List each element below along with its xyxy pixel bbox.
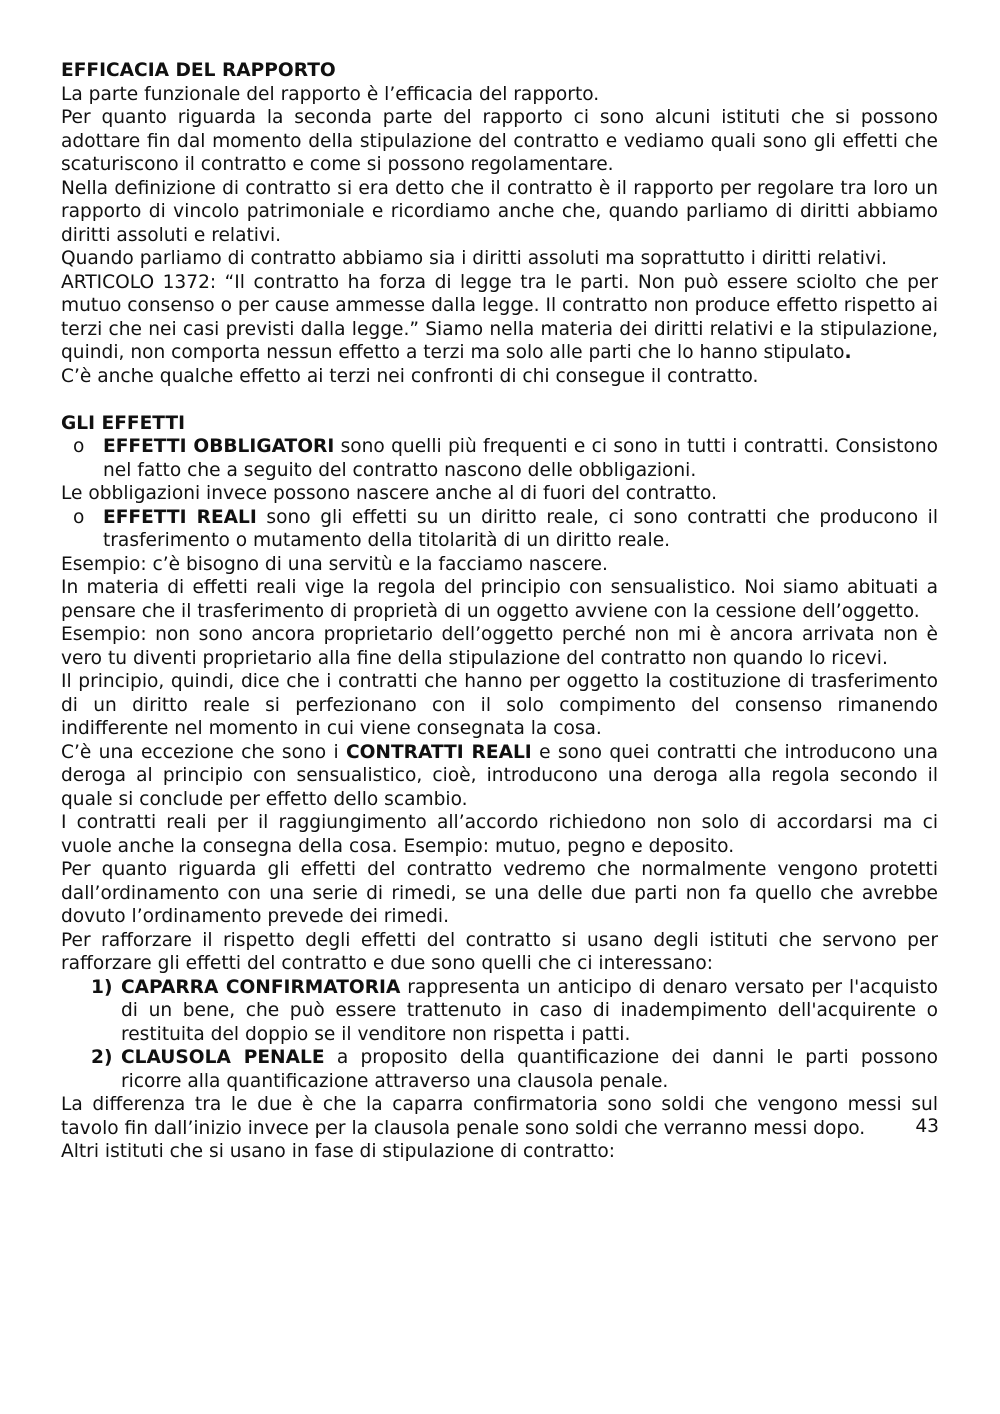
bullet-text: sono quelli più frequenti e ci sono in tutti i contratti. Consistono nel fatto che a seguito del contratto nascono delle obbligazioni. [103,436,938,481]
paragraph: Per rafforzare il rispetto degli effetti del contratto si usano degli istituti che servono per rafforzare gli effetti del contratto e due sono quelli che ci interessano: [61,929,938,974]
article-paragraph [61,271,938,365]
paragraph: Per quanto riguarda la seconda parte del rapporto ci sono alcuni istituti che si possono adottare fin dal momento della stipulazione del contratto e vediamo quali sono gli effetti che scaturiscono il contratto e come si possono regolamentare. [61,107,938,175]
item-term: CLAUSOLA PENALE [121,1047,325,1068]
number-marker: 2) [91,1047,113,1068]
paragraph: Il principio, quindi, dice che i contratti che hanno per oggetto la costituzione di trasferimento di un diritto reale si perfezionano con il solo compimento del consenso rimanendo indifferente nel momento in cui viene consegnata la cosa. [61,671,938,739]
paragraph: Le obbligazioni invece possono nascere anche al di fuori del contratto. [61,483,718,504]
section-heading-effetti: GLI EFFETTI [61,412,186,434]
item-text: a proposito della quantificazione dei danni le parti possono ricorre alla quantificazione attraverso una clausola penale. [121,1047,938,1092]
paragraph-text: C’è una eccezione che sono i [61,741,346,763]
bullet-item-obbligatori [61,435,938,482]
section-heading-efficacia: EFFICACIA DEL RAPPORTO [61,60,336,81]
bold-term: CONTRATTI REALI [345,741,532,763]
paragraph: Nella definizione di contratto si era detto che il contratto è il rapporto per regolare tra loro un rapporto di vincolo patrimoniale e ricordiamo anche che, quando parliamo di diritti abbiamo diritti assoluti e relativi. [61,177,938,246]
document-page [61,59,938,1164]
number-marker: 1) [91,976,113,998]
paragraph: La differenza tra le due è che la caparra confirmatoria sono soldi che vengono messi sul tavolo fin dall’inizio invece per la clausola penale sono soldi che verranno messi dopo. [61,1094,938,1139]
paragraph: Per quanto riguarda gli effetti del contratto vedremo che normalmente vengono protetti dall’ordinamento con una serie di rimedi, se una delle due parti non fa quello che avrebbe dovuto l’ordinamento prevede dei rimedi. [61,859,938,927]
numbered-item-caparra [61,976,938,1047]
paragraph: Altri istituti che si usano in fase di stipulazione di contratto: [61,1141,615,1162]
bullet-item-reali [61,506,938,553]
bullet-term: EFFETTI OBBLIGATORI [103,436,335,457]
article-end-period: . [844,342,852,363]
paragraph: Quando parliamo di contratto abbiamo sia i diritti assoluti ma soprattutto i diritti relativi. [61,248,888,269]
paragraph: La parte funzionale del rapporto è l’efficacia del rapporto. [61,83,600,105]
paragraph: Esempio: non sono ancora proprietario dell’oggetto perché non mi è ancora arrivata non è vero tu diventi proprietario alla fine della stipulazione del contratto non quando lo ricevi. [61,624,938,669]
paragraph-contratti-reali [61,741,938,812]
article-text: ARTICOLO 1372: “Il contratto ha forza di legge tra le parti. Non può essere sciolto che per mutuo consenso o per cause ammesse dalla legge. Il contratto non produce effetto rispetto ai terzi che nei casi previsti dalla legge.” Siamo nella materia dei diritti relativi e la stipulazione, quindi, non comporta nessun effetto a terzi ma solo alle parti che lo hanno stipulato [61,271,938,363]
bullet-marker: o [73,506,85,528]
paragraph: C’è anche qualche effetto ai terzi nei confronti di chi consegue il contratto. [61,365,759,387]
item-text: rappresenta un anticipo di denaro versato per l'acquisto di un bene, che può essere trattenuto in caso di inadempimento dell'acquirente o restituita del doppio se il venditore non rispetta i patti. [121,976,938,1045]
bullet-text: sono gli effetti su un diritto reale, ci sono contratti che producono il trasferimento o mutamento della titolarità di un diritto reale. [103,506,938,551]
section-spacer [61,388,938,412]
bullet-marker: o [73,436,85,457]
paragraph-text: e sono quei contratti che introducono una deroga al principio con sensualistico, cioè, introducono una deroga alla regola secondo il quale si conclude per effetto dello scambio. [61,741,938,810]
paragraph: I contratti reali per il raggiungimento all’accordo richiedono non solo di accordarsi ma ci vuole anche la consegna della cosa. Esempio: mutuo, pegno e deposito. [61,812,938,857]
paragraph: Esempio: c’è bisogno di una servitù e la facciamo nascere. [61,553,608,575]
bullet-term: EFFETTI REALI [103,506,257,528]
page-number: 43 [915,1116,939,1137]
item-term: CAPARRA CONFIRMATORIA [121,976,401,998]
paragraph: In materia di effetti reali vige la regola del principio con sensualistico. Noi siamo abituati a pensare che il trasferimento di proprietà di un oggetto avviene con la cessione dell’oggetto. [61,577,938,622]
numbered-item-clausola [61,1046,938,1093]
